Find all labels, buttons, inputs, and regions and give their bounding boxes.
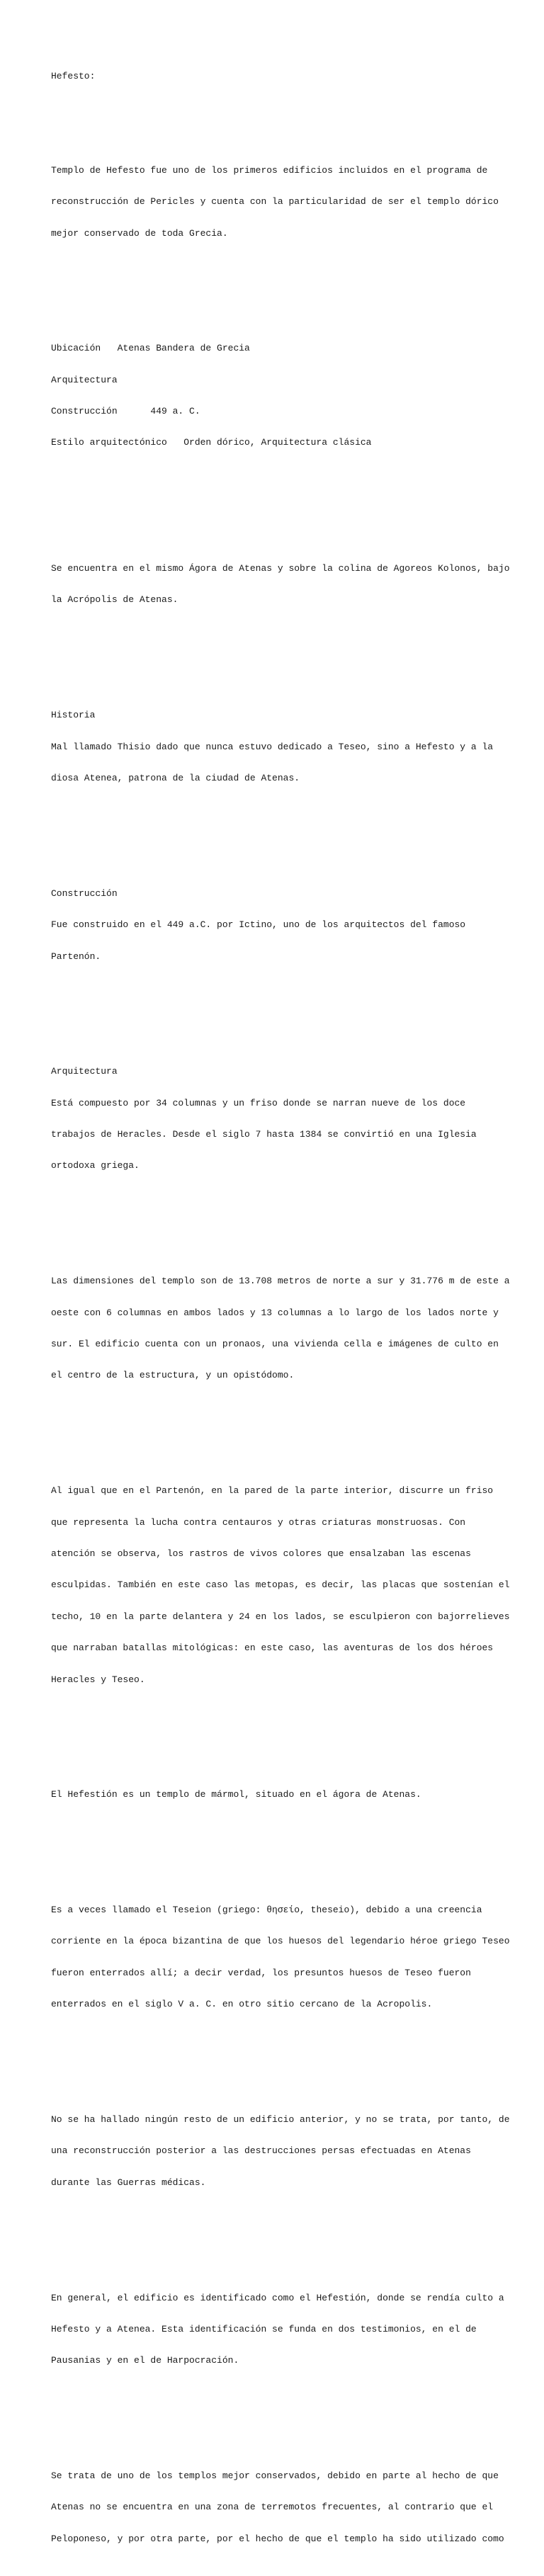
paragraph-line: fueron enterrados allí; a decir verdad, los presuntos huesos de Teseo fueron (51, 1967, 471, 1978)
paragraph-line: durante las Guerras médicas. (51, 2177, 206, 2188)
construccion-section (51, 868, 504, 983)
dimensiones-paragraph (51, 1256, 510, 1402)
paragraph-line: ortodoxa griega. (51, 1160, 140, 1171)
paragraph-line: reconstrucción de Pericles y cuenta con la particularidad de ser el templo dórico (51, 196, 499, 208)
section-heading: Arquitectura (51, 1066, 118, 1077)
paragraph-line: Templo de Hefesto fue uno de los primeros edificios incluidos en el programa de (51, 164, 488, 176)
paragraph-line: En general, el edificio es identificado como el Hefestión, donde se rendía culto a (51, 2292, 504, 2303)
paragraph-line: Mal llamado Thisio dado que nunca estuvo dedicado a Teseo, sino a Hefesto y a la (51, 741, 494, 752)
paragraph-line: sur. El edificio cuenta con un pronaos, una vivienda cella e imágenes de culto en (51, 1339, 499, 1350)
info-line: Ubicación Atenas Bandera de Grecia (51, 343, 250, 354)
intro-paragraph (51, 144, 504, 260)
section-heading: Construcción (51, 887, 118, 899)
paragraph-line: No se ha hallado ningún resto de un edificio anterior, y no se trata, por tanto, de (51, 2113, 510, 2125)
paragraph-line: trabajos de Heracles. Desde el siglo 7 hasta 1384 se convirtió en una Iglesia (51, 1129, 477, 1140)
paragraph-line: que representa la lucha contra centauros y otras criaturas monstruosas. Con (51, 1516, 466, 1528)
info-line: Construcción 449 a. C. (51, 406, 200, 417)
paragraph-line: mejor conservado de toda Grecia. (51, 227, 228, 239)
paragraph-line: Atenas no se encuentra en una zona de terremotos frecuentes, al contrario que el (51, 2502, 494, 2513)
info-line: Estilo arquitectónico Orden dórico, Arquitectura clásica (51, 437, 372, 448)
paragraph-line: El Hefestión es un templo de mármol, situado en el ágora de Atenas. (51, 1789, 421, 1800)
paragraph-line: el centro de la estructura, y un opistódomo. (51, 1370, 295, 1381)
paragraph-line: diosa Atenea, patrona de la ciudad de Atenas. (51, 772, 300, 783)
paragraph-line: corriente en la época bizantina de que los huesos del legendario héroe griego Teseo (51, 1936, 510, 1947)
arquitectura-section (51, 1046, 504, 1193)
paragraph-line: oeste con 6 columnas en ambos lados y 13 columnas a lo largo de los lados norte y (51, 1307, 499, 1318)
paragraph-line: Pausanias y en el de Harpocración. (51, 2355, 239, 2366)
paragraph-line: Hefesto y a Atenea. Esta identificación se funda en dos testimonios, en el de (51, 2323, 477, 2334)
general-paragraph (51, 2272, 504, 2388)
paragraph-line: atención se observa, los rastros de vivos colores que ensalzaban las escenas (51, 1548, 471, 1559)
paragraph-line: Heracles y Teseo. (51, 1674, 145, 1685)
info-block (51, 323, 504, 470)
paragraph-line: Se encuentra en el mismo Ágora de Atenas y sobre la colina de Agoreos Kolonos, bajo (51, 563, 510, 574)
historia-section (51, 690, 504, 805)
paragraph-line: la Acrópolis de Atenas. (51, 594, 178, 606)
paragraph-line: enterrados en el siglo V a. C. en otro sitio cercano de la Acropolis. (51, 1999, 433, 2010)
document-page (51, 50, 510, 2576)
document-title: Hefesto: (51, 70, 96, 81)
paragraph-line: Las dimensiones del templo son de 13.708 metros de norte a sur y 31.776 m de este a (51, 1276, 510, 1287)
paragraph-line: una reconstrucción posterior a las destrucciones persas efectuadas en Atenas (51, 2145, 471, 2157)
paragraph-line: techo, 10 en la parte delantera y 24 en los lados, se esculpieron con bajorrelieves (51, 1611, 510, 1622)
conservacion-paragraph (51, 2450, 504, 2565)
hefestion-paragraph (51, 1769, 504, 1822)
paragraph-line: Se trata de uno de los templos mejor conservados, debido en parte al hecho de que (51, 2470, 499, 2482)
paragraph-line: Está compuesto por 34 columnas y un friso donde se narran nueve de los doce (51, 1097, 466, 1108)
paragraph-line: que narraban batallas mitológicas: en este caso, las aventuras de los dos héroes (51, 1642, 494, 1654)
paragraph-line: Partenón. (51, 951, 101, 962)
paragraph-line: Peloponeso, y por otra parte, por el hecho de que el templo ha sido utilizado como (51, 2533, 504, 2544)
friso-paragraph (51, 1465, 510, 1706)
section-heading: Historia (51, 710, 96, 721)
location-paragraph (51, 543, 510, 626)
paragraph-line: Es a veces llamado el Teseion (griego: θησείο, theseio), debido a una creencia (51, 1905, 482, 1916)
paragraph-line: Fue construido en el 449 a.C. por Ictino, uno de los arquitectos del famoso (51, 919, 466, 931)
paragraph-line: Al igual que en el Partenón, en la pared de la parte interior, discurre un friso (51, 1485, 494, 1497)
info-line: Arquitectura (51, 374, 118, 385)
teseion-paragraph (51, 1884, 510, 2031)
paragraph-line: esculpidas. También en este caso las metopas, es decir, las placas que sostenían el (51, 1579, 510, 1591)
resto-paragraph (51, 2094, 510, 2209)
